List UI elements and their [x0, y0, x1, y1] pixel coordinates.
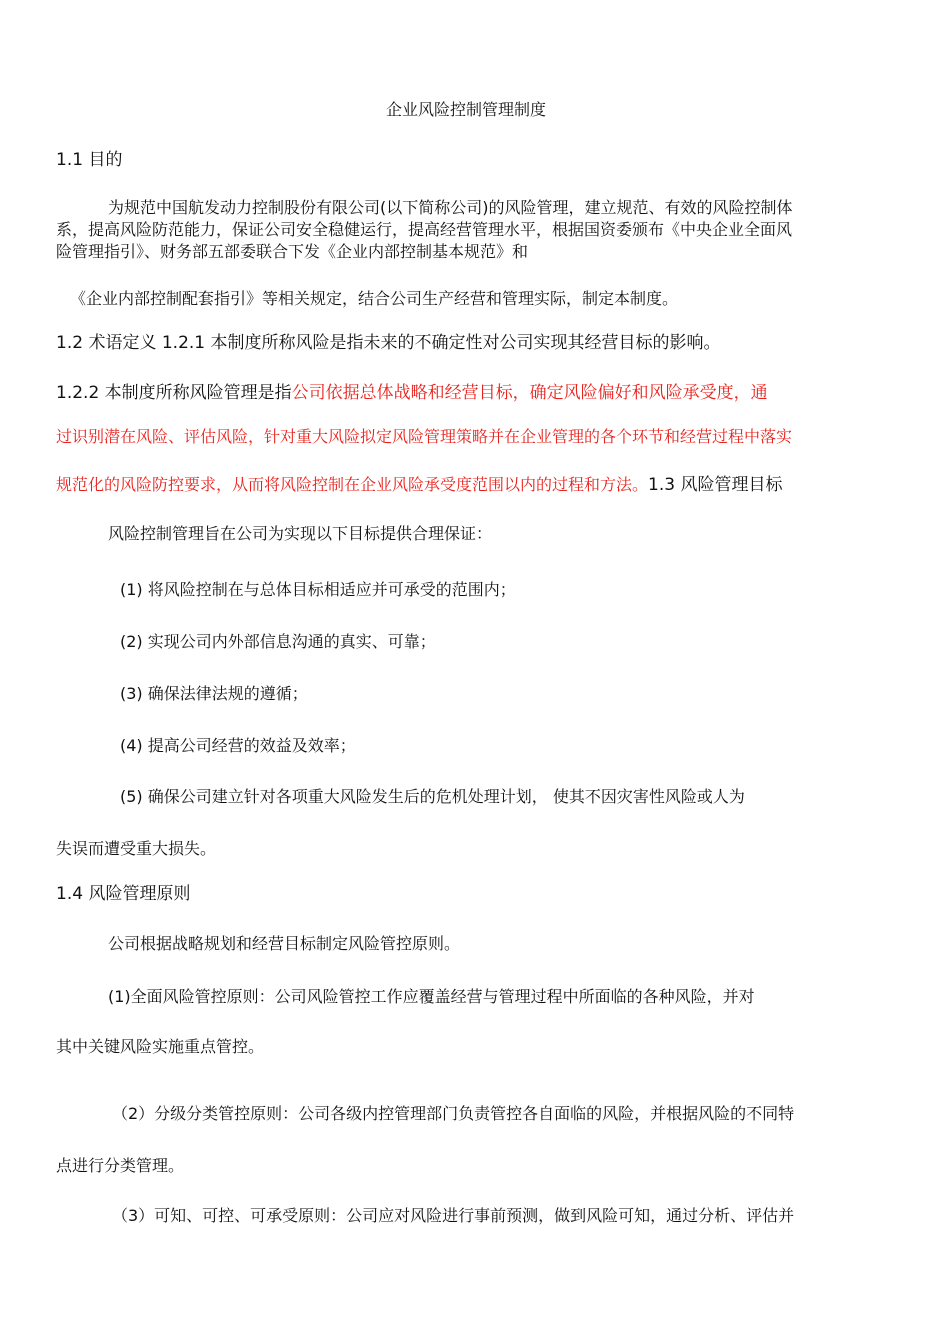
purpose-line-2: 系，提高风险防范能力，保证公司安全稳健运行，提高经营管理水平，根据国资委颁布《中央企业全面风 — [56, 220, 793, 239]
definition-1-2-2-highlight-2: 过识别潜在风险、评估风险，针对重大风险拟定风险管理策略并在企业管理的各个环节和经营过程中落实 — [56, 427, 793, 446]
principle-intro: 公司根据战略规划和经营目标制定风险管控原则。 — [108, 934, 461, 953]
definition-1-2-2-line-3 — [56, 474, 782, 496]
goal-item-5: (5) 确保公司建立针对各项重大风险发生后的危机处理计划， 使其不因灾害性风险或人为 — [120, 787, 745, 806]
section-1-3-heading: 1.3 风险管理目标 — [648, 475, 783, 495]
principle-1-line-2: 其中关键风险实施重点管控。 — [56, 1037, 265, 1056]
definition-1-2-2-line-1 — [56, 382, 768, 404]
principle-2-line-2: 点进行分类管理。 — [56, 1156, 185, 1175]
purpose-line-1: 为规范中国航发动力控制股份有限公司(以下简称公司)的风险管理，建立规范、有效的风险控制体 — [108, 198, 793, 217]
principle-3-line-1: （3）可知、可控、可承受原则：公司应对风险进行事前预测，做到风险可知，通过分析、评估并 — [112, 1206, 795, 1225]
principle-1-line-1: (1)全面风险管控原则：公司风险管控工作应覆盖经营与管理过程中所面临的各种风险，并对 — [108, 987, 755, 1006]
section-1-1-heading: 1.1 目的 — [56, 150, 123, 170]
goal-item-4: (4) 提高公司经营的效益及效率； — [120, 736, 356, 755]
document-title: 企业风险控制管理制度 — [386, 100, 547, 119]
definition-1-2-2-highlight-3: 规范化的风险防控要求，从而将风险控制在企业风险承受度范围以内的过程和方法。 — [56, 475, 649, 494]
definition-1-2-2-prefix: 1.2.2 本制度所称风险管理是指 — [56, 383, 292, 403]
goal-intro: 风险控制管理旨在公司为实现以下目标提供合理保证： — [108, 524, 493, 543]
goal-item-5-continued: 失误而遭受重大损失。 — [56, 839, 217, 858]
goal-item-2: (2) 实现公司内外部信息沟通的真实、可靠； — [120, 632, 436, 651]
goal-item-1: (1) 将风险控制在与总体目标相适应并可承受的范围内； — [120, 580, 516, 599]
goal-item-3: (3) 确保法律法规的遵循； — [120, 684, 308, 703]
section-1-4-heading: 1.4 风险管理原则 — [56, 884, 191, 904]
purpose-line-4: 《企业内部控制配套指引》等相关规定，结合公司生产经营和管理实际，制定本制度。 — [70, 289, 679, 308]
definition-1-2-2-highlight-1: 公司依据总体战略和经营目标，确定风险偏好和风险承受度，通 — [291, 383, 768, 403]
purpose-line-3: 险管理指引》、财务部五部委联合下发《企业内部控制基本规范》和 — [56, 242, 529, 261]
principle-2-line-1: （2）分级分类管控原则：公司各级内控管理部门负责管控各自面临的风险，并根据风险的不同特 — [112, 1104, 795, 1123]
section-1-2-heading: 1.2 术语定义 1.2.1 本制度所称风险是指未来的不确定性对公司实现其经营目标的影响。 — [56, 333, 721, 353]
